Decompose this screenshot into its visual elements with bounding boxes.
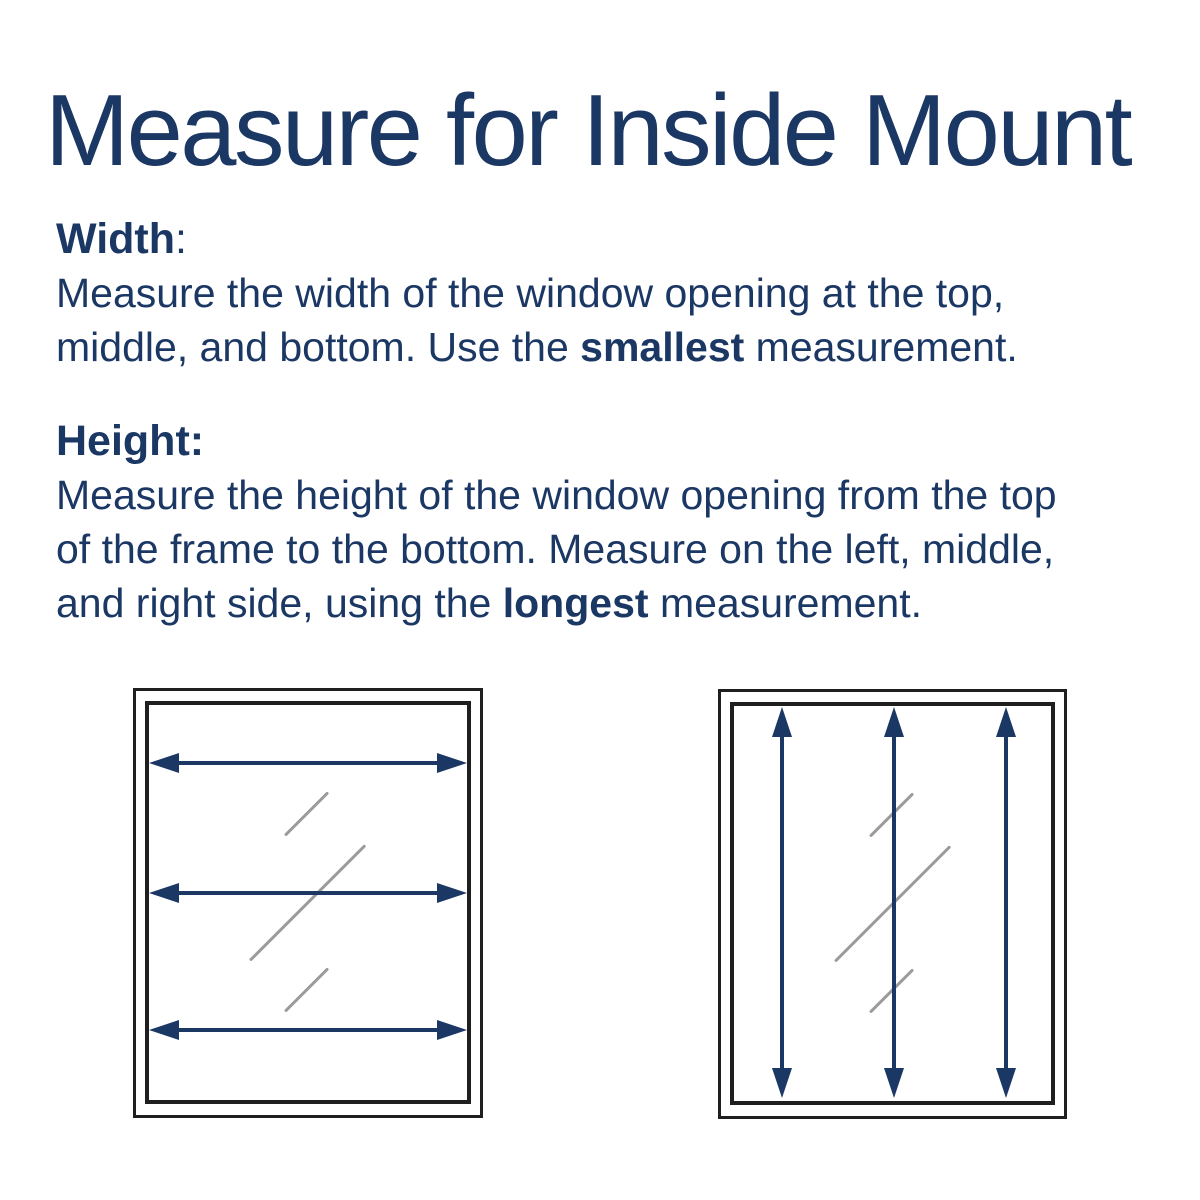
width-line-2-post: measurement. xyxy=(744,324,1018,370)
width-diagram-window-outer-frame xyxy=(133,688,483,1118)
arrow-shaft xyxy=(1004,733,1008,1072)
height-line-2: of the frame to the bottom. Measure on the left, middle, xyxy=(56,526,1055,572)
arrowhead-right-icon xyxy=(437,883,467,903)
arrowhead-right-icon xyxy=(437,1020,467,1040)
width-measure-arrow-bottom-icon xyxy=(149,1020,467,1040)
arrowhead-down-icon xyxy=(772,1068,792,1098)
page-title: Measure for Inside Mount xyxy=(45,75,1131,187)
width-heading xyxy=(56,212,1018,266)
arrow-shaft xyxy=(892,733,896,1072)
height-measure-arrow-left-icon xyxy=(772,707,792,1098)
arrowhead-right-icon xyxy=(437,753,467,773)
height-line-3-post: measurement. xyxy=(648,580,922,626)
height-diagram-window-inner-frame xyxy=(730,702,1055,1105)
arrow-shaft xyxy=(175,1028,441,1032)
height-line-3-pre: and right side, using the xyxy=(56,580,503,626)
height-line-1: Measure the height of the window opening from the top xyxy=(56,472,1057,518)
height-line-3-bold: longest xyxy=(502,580,649,626)
glass-reflection-line-icon xyxy=(284,967,329,1012)
width-diagram-window-inner-frame xyxy=(145,701,471,1104)
width-line-1: Measure the width of the window opening at the top, xyxy=(56,270,1005,316)
height-measure-arrow-middle-icon xyxy=(884,707,904,1098)
height-diagram-window-outer-frame xyxy=(718,689,1067,1119)
height-instructions xyxy=(56,414,1057,630)
arrow-shaft xyxy=(780,733,784,1072)
arrowhead-down-icon xyxy=(996,1068,1016,1098)
height-measure-arrow-right-icon xyxy=(996,707,1016,1098)
arrowhead-down-icon xyxy=(884,1068,904,1098)
height-line-3 xyxy=(56,576,1057,630)
width-measure-arrow-top-icon xyxy=(149,753,467,773)
width-heading-word: Width xyxy=(56,215,176,263)
glass-reflection-line-icon xyxy=(284,791,329,836)
width-instructions xyxy=(56,212,1018,374)
width-heading-colon: : xyxy=(175,215,187,263)
width-line-2-bold: smallest xyxy=(580,324,745,370)
arrow-shaft xyxy=(175,891,441,895)
height-heading: Height: xyxy=(56,417,205,465)
arrow-shaft xyxy=(175,761,441,765)
width-line-2 xyxy=(56,320,1018,374)
width-measure-arrow-middle-icon xyxy=(149,883,467,903)
width-line-2-pre: middle, and bottom. Use the xyxy=(56,324,581,370)
